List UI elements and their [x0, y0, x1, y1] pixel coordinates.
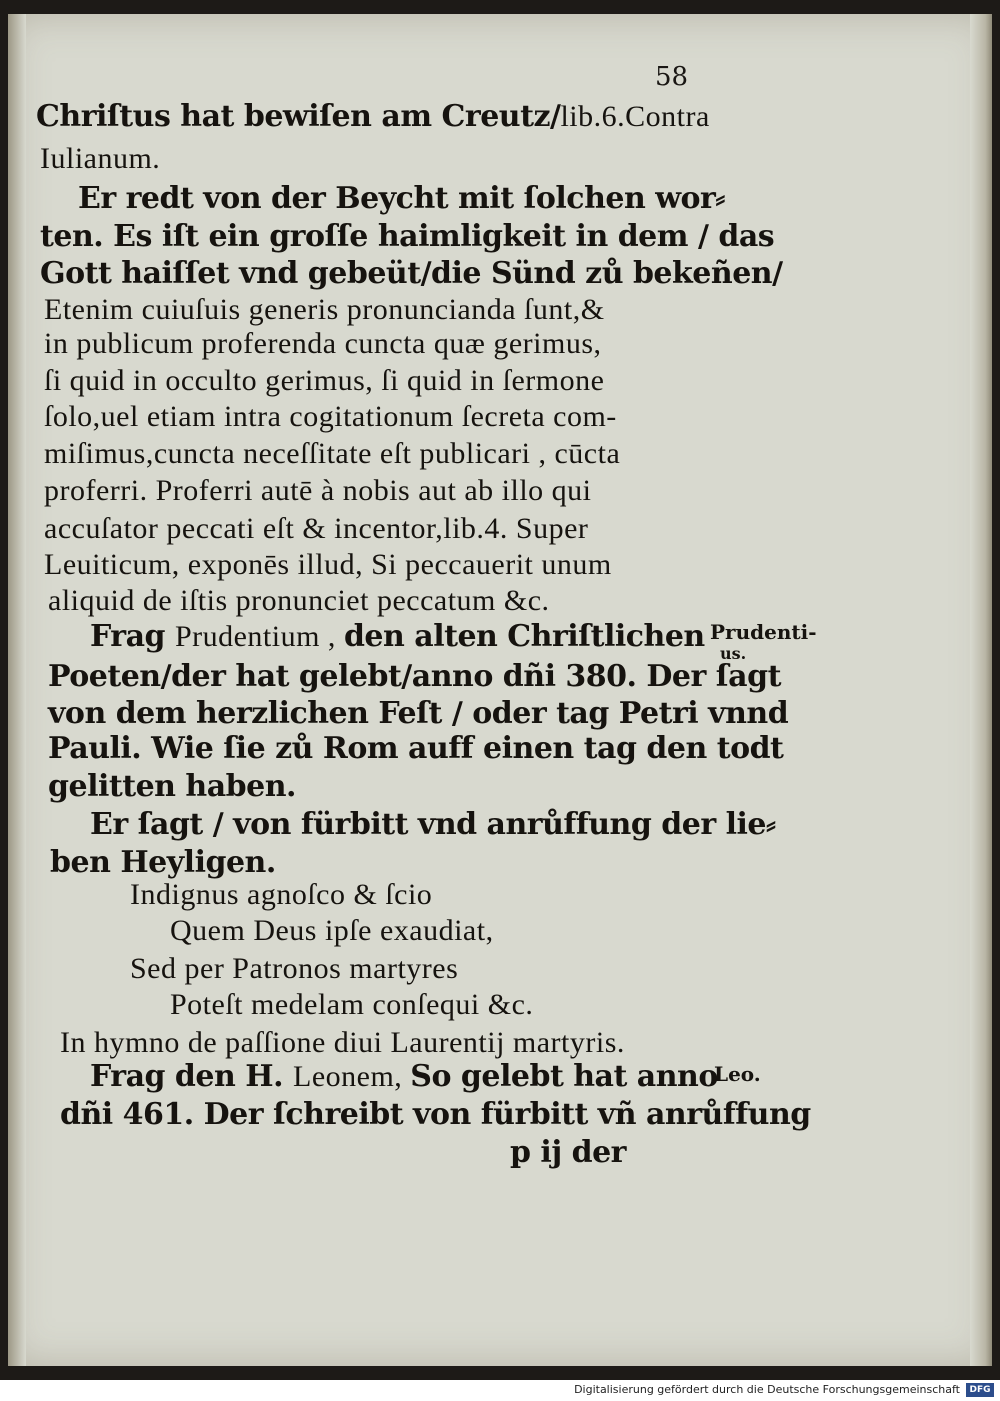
text-line — [510, 1136, 626, 1170]
text-line — [170, 914, 494, 948]
text-line — [48, 660, 781, 694]
blackletter-text: p ij der — [510, 1135, 626, 1170]
marginal-note: us. — [720, 644, 747, 663]
text-line — [44, 400, 617, 434]
text-line — [44, 512, 588, 546]
text-line — [44, 548, 612, 582]
latin-text: lib.6.Contra — [560, 100, 710, 133]
text-line — [48, 584, 550, 618]
marginal-note: Leo. — [714, 1062, 761, 1086]
latin-text: miſimus,cuncta neceſſitate eſt publicari , cūcta — [44, 437, 621, 470]
text-line — [90, 1060, 718, 1094]
footer-bar — [0, 1380, 1000, 1401]
blackletter-text: ten. Es iſt ein groſſe haimligkeit in dem / das — [40, 219, 775, 254]
latin-text: aliquid de iſtis pronunciet peccatum &c. — [48, 584, 550, 617]
blackletter-text: So gelebt hat anno — [410, 1059, 718, 1094]
text-line — [44, 437, 620, 471]
text-line — [130, 878, 432, 912]
latin-text: In hymno de paſſione diui Laurentij martyris. — [60, 1026, 625, 1059]
latin-text: proferri. Proferri autē à nobis aut ab illo qui — [44, 474, 592, 507]
blackletter-text: Er redt von der Beycht mit ſolchen wor⸗ — [78, 181, 725, 216]
page-edge — [970, 14, 992, 1366]
blackletter-text: Er ſagt / von fürbitt vnd anrůffung der lie⸗ — [90, 807, 776, 842]
text-line — [40, 257, 783, 291]
text-line — [36, 100, 710, 134]
text-line — [60, 1026, 625, 1060]
blackletter-text: dñi 461. Der ſchreibt von fürbitt vñ anrůffung — [60, 1097, 811, 1132]
latin-text: Etenim cuiuſuis generis pronuncianda ſunt,& — [44, 293, 605, 326]
latin-text: Poteſt medelam conſequi &c. — [170, 988, 534, 1021]
latin-text: ſolo,uel etiam intra cogitationum ſecreta com- — [44, 400, 617, 433]
text-line — [44, 327, 602, 361]
blackletter-text: Frag — [90, 619, 175, 654]
latin-text: Quem Deus ipſe exaudiat, — [170, 914, 494, 947]
text-line — [50, 846, 276, 880]
text-line — [40, 220, 774, 254]
text-line — [90, 808, 775, 842]
latin-text: ſi quid in occulto gerimus, ſi quid in ſermone — [44, 364, 605, 397]
blackletter-text: gelitten haben. — [48, 769, 296, 804]
text-line — [170, 988, 533, 1022]
latin-text: Iulianum. — [40, 142, 161, 175]
text-line — [44, 364, 604, 398]
blackletter-text: Gott haiſſet vnd gebeüt/die Sünd zů bekeñen/ — [40, 256, 783, 291]
text-line — [44, 293, 605, 327]
text-line — [130, 952, 458, 986]
marginal-note: Prudenti- — [710, 620, 817, 644]
folio-number: 58 — [655, 62, 689, 92]
blackletter-text: von dem herzlichen Feſt / oder tag Petri vnnd — [48, 696, 789, 731]
text-line — [48, 732, 783, 766]
text-line — [48, 770, 296, 804]
latin-text: Prudentium , — [174, 620, 344, 653]
latin-text: in publicum proferenda cuncta quæ gerimus, — [44, 327, 602, 360]
footer-credit: Digitalisierung gefördert durch die Deutsche Forschungsgemeinschaft — [574, 1383, 960, 1396]
latin-text: Indignus agnoſco & ſcio — [130, 878, 433, 911]
blackletter-text: den alten Chriſtlichen — [343, 619, 705, 654]
dfg-logo-icon: DFG — [966, 1383, 994, 1397]
page-gutter — [8, 14, 26, 1366]
text-line — [90, 620, 705, 654]
blackletter-text: Poeten/der hat gelebt/anno dñi 380. Der ſagt — [48, 659, 781, 694]
blackletter-text: Chriſtus hat bewiſen am Creutz/ — [36, 99, 561, 134]
blackletter-text: Pauli. Wie ſie zů Rom auff einen tag den todt — [48, 731, 784, 766]
text-line — [48, 697, 788, 731]
blackletter-text: Frag den H. — [90, 1059, 293, 1094]
text-line — [78, 182, 725, 216]
text-line — [60, 1098, 811, 1132]
latin-text: Leonem, — [293, 1060, 411, 1093]
latin-text: Leuiticum, exponēs illud, Si peccauerit unum — [44, 548, 612, 581]
latin-text: Sed per Patronos martyres — [130, 952, 459, 985]
latin-text: accuſator peccati eſt & incentor,lib.4. Super — [44, 512, 589, 545]
text-line — [40, 142, 160, 176]
text-line — [44, 474, 592, 508]
blackletter-text: ben Heyligen. — [50, 845, 276, 880]
